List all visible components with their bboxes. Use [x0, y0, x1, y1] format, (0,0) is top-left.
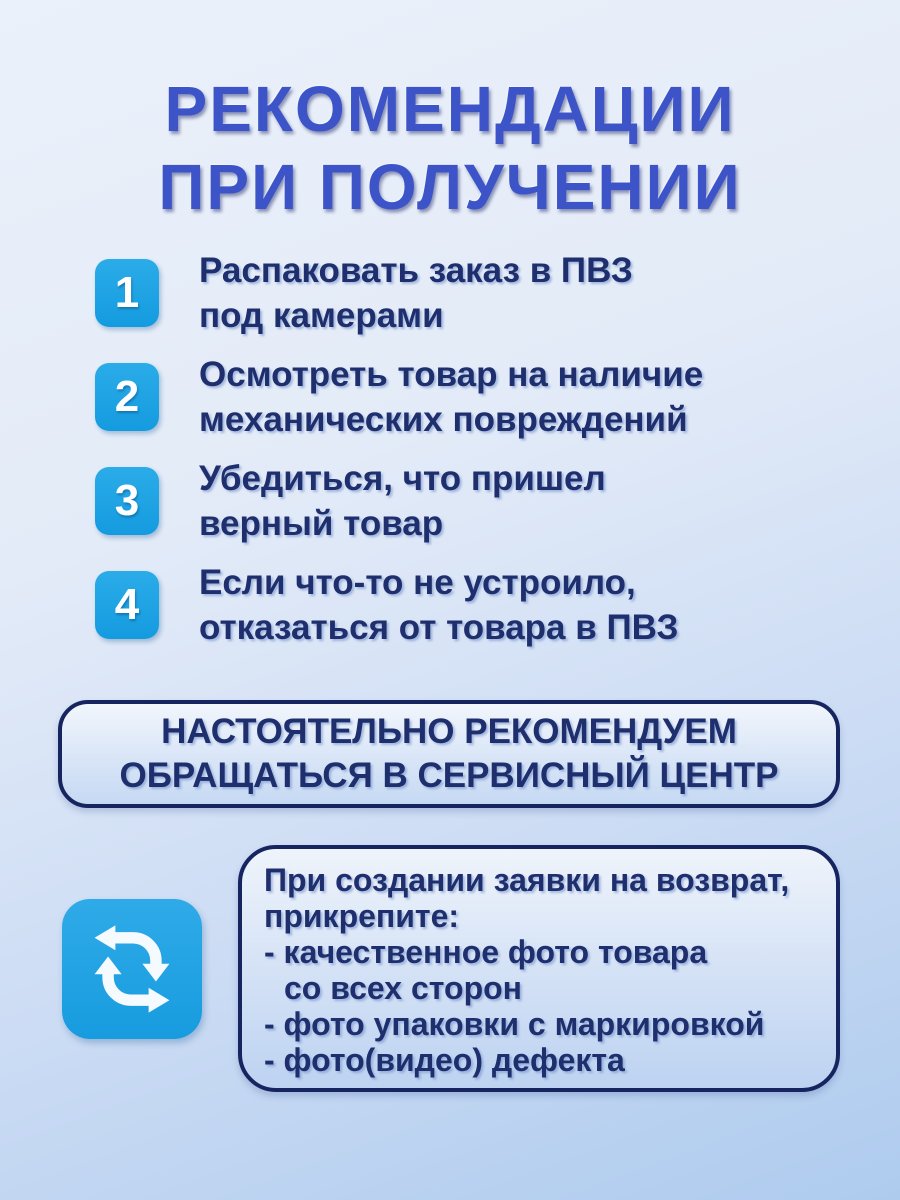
step-text-line: Осмотреть товар на наличие	[199, 355, 704, 394]
return-note-line: - качественное фото товара	[264, 934, 708, 970]
step-text	[199, 456, 606, 546]
step-number-badge: 1	[95, 259, 159, 327]
step-text	[199, 248, 633, 338]
step-text-line: под камерами	[199, 296, 444, 335]
recommendation-banner-line-2: ОБРАЩАТЬСЯ В СЕРВИСНЫЙ ЦЕНТР	[119, 756, 779, 795]
return-note-line: прикрепите:	[264, 898, 460, 934]
step-text-line: Распаковать заказ в ПВЗ	[199, 251, 633, 290]
step-number-badge: 3	[95, 467, 159, 535]
return-note-line: - фото(видео) дефекта	[264, 1042, 625, 1078]
step-text	[199, 560, 678, 650]
step-item-2	[95, 352, 845, 442]
return-note-line: - фото упаковки с маркировкой	[264, 1006, 765, 1042]
page-title	[0, 70, 900, 226]
step-number-badge: 2	[95, 363, 159, 431]
recommendation-banner	[58, 700, 840, 808]
step-item-4	[95, 560, 845, 650]
step-text	[199, 352, 703, 442]
exchange-arrows-icon	[62, 899, 202, 1039]
step-text-line: верный товар	[199, 504, 444, 543]
return-note-box	[238, 845, 840, 1092]
step-item-3	[95, 456, 845, 546]
step-text-line: отказаться от товара в ПВЗ	[199, 608, 679, 647]
recommendation-banner-line-1: НАСТОЯТЕЛЬНО РЕКОМЕНДУЕМ	[161, 712, 737, 751]
page-title-line-1: РЕКОМЕНДАЦИИ	[164, 73, 736, 145]
step-text-line: механических повреждений	[199, 400, 688, 439]
return-note-line: со всех сторон	[284, 970, 522, 1006]
return-note-line: При создании заявки на возврат,	[264, 862, 790, 898]
step-text-line: Убедиться, что пришел	[199, 459, 606, 498]
return-section	[62, 845, 840, 1092]
page-title-line-2: ПРИ ПОЛУЧЕНИИ	[158, 151, 742, 223]
steps-list	[95, 248, 845, 664]
step-item-1	[95, 248, 845, 338]
step-text-line: Если что-то не устроило,	[199, 563, 636, 602]
step-number-badge: 4	[95, 571, 159, 639]
